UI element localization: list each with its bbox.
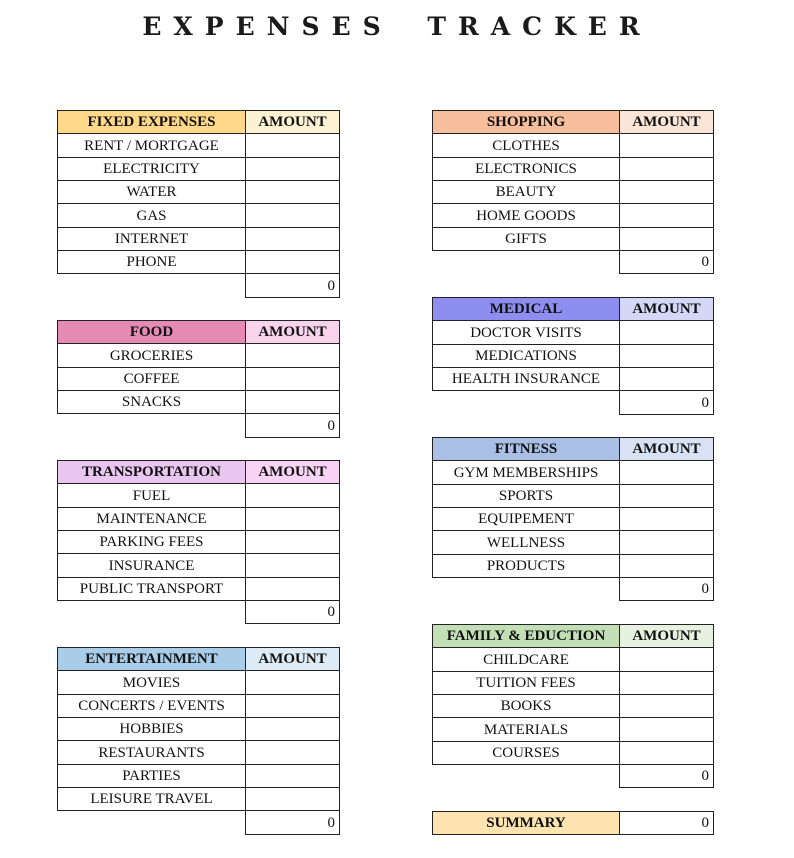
expense-amount-cell[interactable]: [246, 391, 340, 414]
table-row: [433, 157, 714, 180]
total-row: [58, 274, 340, 297]
expense-amount-cell[interactable]: [620, 508, 714, 531]
expense-amount-cell[interactable]: [246, 577, 340, 600]
table-row: [58, 507, 340, 530]
table-row: [58, 764, 340, 787]
transportation-table: [57, 460, 340, 624]
expense-amount-cell[interactable]: [246, 367, 340, 390]
expense-item-label: ELECTRICITY: [58, 157, 246, 180]
table-row: [433, 344, 714, 367]
expense-amount-cell[interactable]: [620, 204, 714, 227]
food-table: [57, 320, 340, 438]
table-row: [433, 554, 714, 577]
expense-amount-cell[interactable]: [620, 648, 714, 671]
total-spacer: [58, 601, 246, 624]
table-row: [433, 648, 714, 671]
summary-label: SUMMARY: [433, 812, 620, 835]
expense-amount-cell[interactable]: [246, 227, 340, 250]
expense-item-label: MAINTENANCE: [58, 507, 246, 530]
expense-item-label: PHONE: [58, 251, 246, 274]
table-row: [433, 134, 714, 157]
expense-item-label: PARTIES: [58, 764, 246, 787]
summary-row: [433, 812, 714, 835]
table-row: [58, 788, 340, 811]
expense-amount-cell[interactable]: [620, 368, 714, 391]
expense-item-label: SNACKS: [58, 391, 246, 414]
category-header: FAMILY & EDUCTION: [433, 625, 620, 648]
total-spacer: [433, 765, 620, 788]
expense-amount-cell[interactable]: [620, 134, 714, 157]
page-title: [0, 12, 794, 41]
table-row: [58, 694, 340, 717]
table-row: [58, 671, 340, 694]
expense-amount-cell[interactable]: [620, 695, 714, 718]
expense-item-label: MATERIALS: [433, 718, 620, 741]
table-row: [433, 695, 714, 718]
expense-amount-cell[interactable]: [246, 507, 340, 530]
total-amount: 0: [620, 251, 714, 274]
total-row: [433, 765, 714, 788]
category-header: FOOD: [58, 321, 246, 344]
expense-item-label: WATER: [58, 181, 246, 204]
table-row: [58, 531, 340, 554]
amount-header: AMOUNT: [620, 111, 714, 134]
amount-header: AMOUNT: [620, 625, 714, 648]
table-row: [58, 484, 340, 507]
category-header: FIXED EXPENSES: [58, 111, 246, 134]
expense-item-label: GIFTS: [433, 227, 620, 250]
expense-amount-cell[interactable]: [246, 251, 340, 274]
table-header-row: [433, 625, 714, 648]
expense-item-label: CLOTHES: [433, 134, 620, 157]
expense-amount-cell[interactable]: [246, 694, 340, 717]
expense-amount-cell[interactable]: [246, 134, 340, 157]
expense-amount-cell[interactable]: [620, 157, 714, 180]
total-row: [58, 414, 340, 437]
table-row: [433, 204, 714, 227]
expense-amount-cell[interactable]: [246, 718, 340, 741]
expense-item-label: HEALTH INSURANCE: [433, 368, 620, 391]
expense-item-label: INTERNET: [58, 227, 246, 250]
fixed-expenses-table: [57, 110, 340, 298]
total-row: [58, 811, 340, 834]
table-row: [433, 531, 714, 554]
expense-item-label: DOCTOR VISITS: [433, 321, 620, 344]
expense-item-label: CONCERTS / EVENTS: [58, 694, 246, 717]
amount-header: AMOUNT: [246, 648, 340, 671]
total-row: [58, 601, 340, 624]
expense-item-label: CHILDCARE: [433, 648, 620, 671]
title-word-2: TRACKER: [427, 12, 652, 41]
expense-item-label: PUBLIC TRANSPORT: [58, 577, 246, 600]
expense-amount-cell[interactable]: [620, 321, 714, 344]
expense-item-label: EQUIPEMENT: [433, 508, 620, 531]
summary-value: 0: [620, 812, 714, 835]
total-amount: 0: [246, 601, 340, 624]
amount-header: AMOUNT: [246, 111, 340, 134]
expense-item-label: HOME GOODS: [433, 204, 620, 227]
table-row: [58, 554, 340, 577]
expense-amount-cell[interactable]: [246, 344, 340, 367]
title-word-1: EXPENSES: [142, 12, 393, 41]
amount-header: AMOUNT: [246, 321, 340, 344]
total-spacer: [433, 251, 620, 274]
total-amount: 0: [246, 811, 340, 834]
table-row: [433, 461, 714, 484]
family-eduction-table: [432, 624, 714, 788]
expense-item-label: ELECTRONICS: [433, 157, 620, 180]
total-row: [433, 251, 714, 274]
medical-table: [432, 297, 714, 415]
table-row: [433, 484, 714, 507]
table-row: [58, 227, 340, 250]
total-spacer: [433, 391, 620, 414]
total-amount: 0: [246, 274, 340, 297]
table-row: [433, 321, 714, 344]
expense-amount-cell[interactable]: [246, 788, 340, 811]
table-row: [58, 204, 340, 227]
table-header-row: [58, 461, 340, 484]
fitness-table: [432, 437, 714, 601]
expense-amount-cell[interactable]: [246, 181, 340, 204]
entertainment-table: [57, 647, 340, 835]
table-row: [58, 157, 340, 180]
expense-amount-cell[interactable]: [246, 484, 340, 507]
expense-amount-cell[interactable]: [620, 484, 714, 507]
table-row: [58, 251, 340, 274]
expense-amount-cell[interactable]: [246, 764, 340, 787]
amount-header: AMOUNT: [620, 298, 714, 321]
expense-amount-cell[interactable]: [246, 204, 340, 227]
expense-item-label: FUEL: [58, 484, 246, 507]
category-header: MEDICAL: [433, 298, 620, 321]
expense-item-label: BEAUTY: [433, 181, 620, 204]
total-row: [433, 578, 714, 601]
expense-amount-cell[interactable]: [246, 157, 340, 180]
expense-amount-cell[interactable]: [246, 741, 340, 764]
expense-item-label: WELLNESS: [433, 531, 620, 554]
category-header: SHOPPING: [433, 111, 620, 134]
table-row: [433, 368, 714, 391]
expense-item-label: LEISURE TRAVEL: [58, 788, 246, 811]
expense-item-label: BOOKS: [433, 695, 620, 718]
expense-item-label: TUITION FEES: [433, 671, 620, 694]
total-spacer: [433, 578, 620, 601]
table-header-row: [58, 111, 340, 134]
expense-item-label: HOBBIES: [58, 718, 246, 741]
amount-header: AMOUNT: [246, 461, 340, 484]
expense-item-label: MOVIES: [58, 671, 246, 694]
expense-amount-cell[interactable]: [620, 671, 714, 694]
table-row: [433, 741, 714, 764]
table-row: [58, 741, 340, 764]
expense-amount-cell[interactable]: [620, 718, 714, 741]
total-amount: 0: [620, 578, 714, 601]
expense-item-label: INSURANCE: [58, 554, 246, 577]
table-header-row: [433, 298, 714, 321]
expense-amount-cell[interactable]: [620, 344, 714, 367]
total-spacer: [58, 811, 246, 834]
expense-item-label: PRODUCTS: [433, 554, 620, 577]
table-row: [58, 391, 340, 414]
expense-amount-cell[interactable]: [620, 461, 714, 484]
table-row: [58, 181, 340, 204]
total-row: [433, 391, 714, 414]
table-header-row: [58, 648, 340, 671]
table-header-row: [58, 321, 340, 344]
table-row: [58, 577, 340, 600]
expense-item-label: GROCERIES: [58, 344, 246, 367]
expense-amount-cell[interactable]: [246, 671, 340, 694]
expense-amount-cell[interactable]: [620, 531, 714, 554]
total-spacer: [58, 414, 246, 437]
amount-header: AMOUNT: [620, 438, 714, 461]
total-amount: 0: [620, 391, 714, 414]
expense-amount-cell[interactable]: [246, 554, 340, 577]
table-header-row: [433, 111, 714, 134]
expense-amount-cell[interactable]: [620, 554, 714, 577]
table-row: [58, 344, 340, 367]
category-header: TRANSPORTATION: [58, 461, 246, 484]
table-row: [58, 134, 340, 157]
category-header: ENTERTAINMENT: [58, 648, 246, 671]
table-row: [433, 227, 714, 250]
shopping-table: [432, 110, 714, 274]
expense-amount-cell[interactable]: [620, 181, 714, 204]
expense-item-label: PARKING FEES: [58, 531, 246, 554]
expense-item-label: COURSES: [433, 741, 620, 764]
category-header: FITNESS: [433, 438, 620, 461]
table-row: [58, 367, 340, 390]
table-row: [433, 181, 714, 204]
expense-item-label: GYM MEMBERSHIPS: [433, 461, 620, 484]
expense-item-label: GAS: [58, 204, 246, 227]
table-row: [433, 671, 714, 694]
summary-table: [432, 811, 714, 835]
expense-amount-cell[interactable]: [620, 227, 714, 250]
total-amount: 0: [246, 414, 340, 437]
expense-item-label: RENT / MORTGAGE: [58, 134, 246, 157]
expense-amount-cell[interactable]: [620, 741, 714, 764]
table-row: [433, 718, 714, 741]
table-row: [433, 508, 714, 531]
expense-item-label: COFFEE: [58, 367, 246, 390]
expense-item-label: RESTAURANTS: [58, 741, 246, 764]
table-header-row: [433, 438, 714, 461]
total-amount: 0: [620, 765, 714, 788]
expense-amount-cell[interactable]: [246, 531, 340, 554]
table-row: [58, 718, 340, 741]
expense-item-label: MEDICATIONS: [433, 344, 620, 367]
total-spacer: [58, 274, 246, 297]
expense-item-label: SPORTS: [433, 484, 620, 507]
